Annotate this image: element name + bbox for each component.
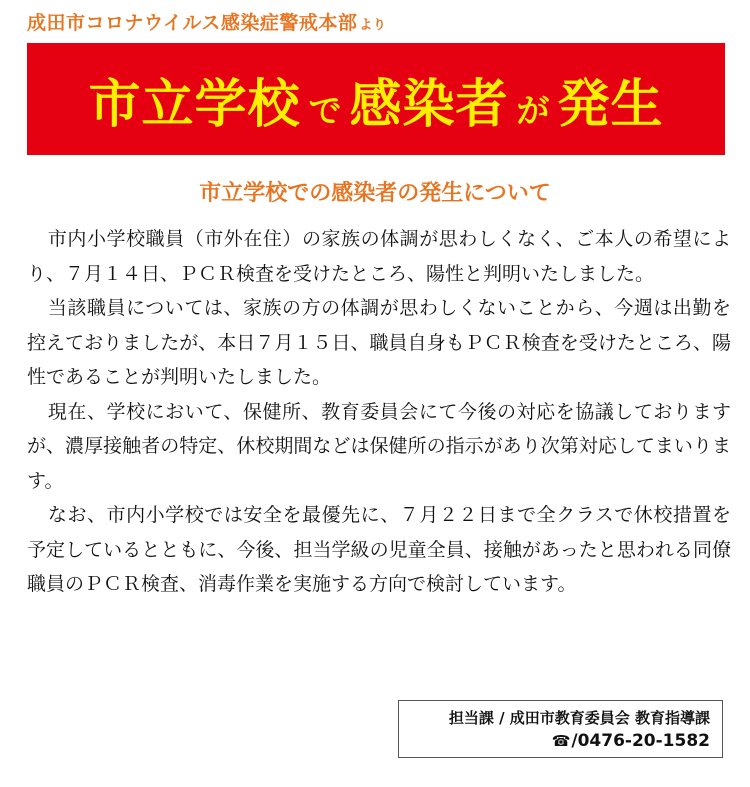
contact-tel[interactable]: /0476-20-1582 [571,731,710,751]
paragraph: 現在、学校において、保健所、教育委員会にて今後の対応を協議しておりますが、濃厚接触者の特定、休校期間などは保健所の指示があり次第対応してまいります。 [27,400,731,492]
article-body [27,222,731,602]
headline-particle-2: が [516,90,550,130]
source-line [27,8,386,35]
telephone-icon: ☎ [551,732,571,750]
contact-box [398,700,723,758]
headline [88,62,663,137]
contact-department: 担当課 / 成田市教育委員会 教育指導課 [448,709,710,727]
paragraph: 市内小学校職員（市外在住）の家族の体調が思わしくなく、ご本人の希望により、７月１４日、ＰＣＲ検査を受けたところ、陽性と判明いたしました。 [27,228,731,285]
source-suffix: より [359,18,387,33]
headline-part-1: 市立学校 [88,74,301,135]
contact-tel-line [411,730,710,753]
source-org: 成田市コロナウイルス感染症警戒本部 [27,12,358,34]
article-title: 市立学校での感染者の発生について [199,181,551,206]
paragraph: 当該職員については、家族の方の体調が思わしくないことから、今週は出勤を控えておりましたが、本日７月１５日、職員自身もＰＣＲ検査を受けたところ、陽性であることが判明いたしました。 [27,297,731,388]
headline-particle-1: で [308,90,342,130]
headline-part-2: 感染者 [349,74,509,135]
headline-banner [27,43,725,155]
paragraph: なお、市内小学校では安全を最優先に、７月２２日まで全クラスで休校措置を予定しているとともに、今後、担当学級の児童全員、接触があったと思われる同僚職員のＰＣＲ検査、消毒作業を実施する方向で検討しています。 [27,504,731,595]
headline-part-3: 発生 [557,74,664,135]
